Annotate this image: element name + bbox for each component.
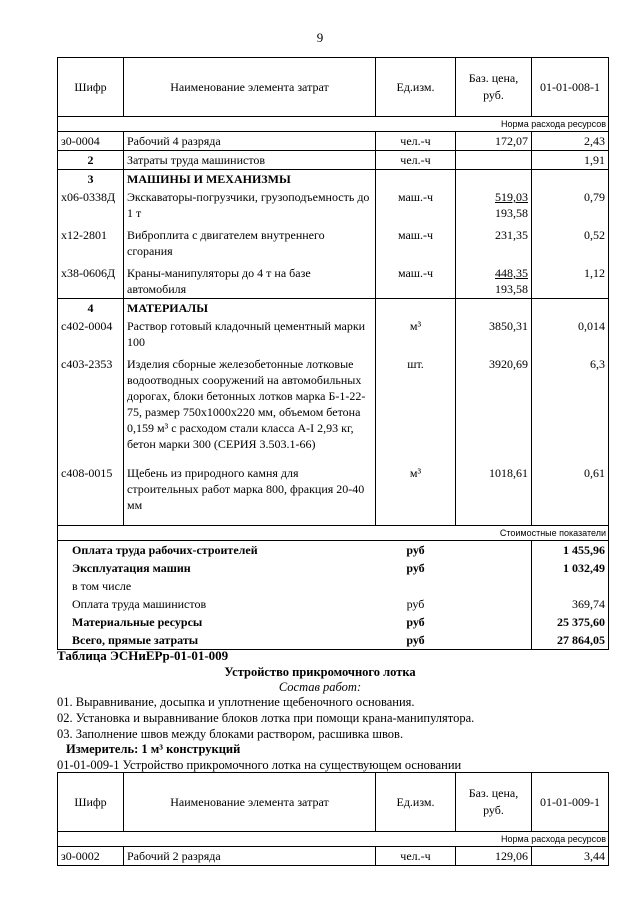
- header-name: Наименование элемента затрат: [124, 773, 376, 832]
- cost-name: Всего, прямые затраты: [58, 631, 376, 650]
- header-price: Баз. цена, руб.: [456, 58, 532, 117]
- cost-row: [58, 613, 609, 631]
- row-unit: чел.-ч: [376, 151, 456, 170]
- row-code: х38-0606Д: [58, 260, 124, 299]
- header-code: Шифр: [58, 773, 124, 832]
- page-number: 9: [316, 30, 324, 45]
- cost-name: Оплата труда машинистов: [58, 595, 376, 613]
- table-row: [58, 847, 609, 866]
- cost-row: [58, 577, 609, 595]
- row-unit: чел.-ч: [376, 847, 456, 866]
- header-norm: 01-01-009-1: [532, 773, 609, 832]
- row-unit: маш.-ч: [376, 222, 456, 260]
- table-row: [58, 222, 609, 260]
- row-unit: м³: [376, 464, 456, 526]
- norm-label: Норма расхода ресурсов: [58, 117, 609, 132]
- table-row: [58, 317, 609, 351]
- row-qty: 0,79: [532, 188, 609, 222]
- row-qty: 0,61: [532, 464, 609, 526]
- row-price: 231,35: [456, 222, 532, 260]
- row-price: 519,03: [495, 190, 528, 204]
- work-item: 02. Установка и выравнивание блоков лотка при помощи крана-манипулятора.: [57, 711, 475, 725]
- cost-name: Материальные ресурсы: [58, 613, 376, 631]
- cost-row: [58, 631, 609, 650]
- cost-value: 1 455,96: [532, 541, 609, 560]
- row-name: Экскаваторы-погрузчики, грузоподъемность до 1 т: [124, 188, 376, 222]
- cost-value: 27 864,05: [532, 631, 609, 650]
- row-unit: маш.-ч: [376, 260, 456, 299]
- row-code: з0-0002: [58, 847, 124, 866]
- row-code: с402-0004: [58, 317, 124, 351]
- row-code: 2: [58, 151, 124, 170]
- header-price: Баз. цена, руб.: [456, 773, 532, 832]
- header-norm: 01-01-008-1: [532, 58, 609, 117]
- row-name: Щебень из природного камня для строительных работ марка 800, фракция 20-40 мм: [124, 464, 376, 526]
- row-qty: 0,52: [532, 222, 609, 260]
- table-header: [58, 773, 609, 832]
- cost-unit: руб: [376, 631, 456, 650]
- cost-unit: руб: [406, 615, 425, 629]
- cost-name: Эксплуатация машин: [58, 559, 376, 577]
- row-code: с403-2353: [58, 351, 124, 464]
- row-unit: чел.-ч: [376, 132, 456, 151]
- row-code: х12-2801: [58, 222, 124, 260]
- header-unit: Ед.изм.: [376, 58, 456, 117]
- table-row: [58, 351, 609, 464]
- row-unit: м³: [376, 317, 456, 351]
- row-name: Рабочий 2 разряда: [124, 847, 376, 866]
- table-row: [58, 299, 609, 318]
- table-row: [58, 188, 609, 222]
- table-row: [58, 151, 609, 170]
- cost-unit: руб: [376, 541, 456, 560]
- cost-name: в том числе: [58, 577, 376, 595]
- row-unit: маш.-ч: [376, 188, 456, 222]
- header-name: Наименование элемента затрат: [124, 58, 376, 117]
- resource-table-2: [57, 772, 609, 866]
- cost-value: 369,74: [532, 595, 609, 613]
- row-code: 4: [58, 299, 124, 318]
- table-row: [58, 464, 609, 526]
- row-qty: 1,12: [532, 260, 609, 299]
- cost-unit: руб: [406, 597, 425, 611]
- section-subtitle: Устройство прикромочного лотка: [224, 665, 416, 679]
- cost-row: [58, 541, 609, 560]
- cost-value: 25 375,60: [532, 613, 609, 631]
- header-unit: Ед.изм.: [376, 773, 456, 832]
- row-name: Рабочий 4 разряда: [124, 132, 376, 151]
- norm-label: Норма расхода ресурсов: [58, 832, 609, 847]
- row-name: Затраты труда машинистов: [124, 151, 376, 170]
- item-description: 01-01-009-1 Устройство прикромочного лотка на существующем основании: [57, 758, 462, 772]
- row-code: з0-0004: [58, 132, 124, 151]
- row-name: Виброплита с двигателем внутреннего сгорания: [124, 222, 376, 260]
- cost-label: Стоимостные показатели: [58, 526, 609, 541]
- row-price: 1018,61: [456, 464, 532, 526]
- row-name: Раствор готовый кладочный цементный марки 100: [124, 317, 376, 351]
- row-price: 3920,69: [456, 351, 532, 464]
- row-price-sub: 193,58: [495, 282, 528, 296]
- table-row: [58, 170, 609, 189]
- work-item: 01. Выравнивание, досыпка и уплотнение щебеночного основания.: [57, 695, 415, 709]
- row-price: 172,07: [456, 132, 532, 151]
- row-qty: 2,43: [532, 132, 609, 151]
- row-qty: 0,014: [532, 317, 609, 351]
- row-code: с408-0015: [58, 464, 124, 526]
- row-name: МАТЕРИАЛЫ: [124, 299, 376, 318]
- resource-table-1: [57, 57, 609, 650]
- header-code: Шифр: [58, 58, 124, 117]
- row-qty: 1,91: [532, 151, 609, 170]
- table-row: [58, 132, 609, 151]
- row-name: Изделия сборные железобетонные лотковые водоотводных сооружений на автомобильных дорогах, блоки бетонных лотков марка Б-1-22-75, размер 750х1000х220 мм, объемом бетона 0,159 м³ с расходом стали класса А-I 2,93 кг, бетон марки 300 (СЕРИЯ 3.503.1-66): [124, 351, 376, 464]
- row-name: МАШИНЫ И МЕХАНИЗМЫ: [124, 170, 376, 189]
- cost-row: [58, 559, 609, 577]
- row-price: 448,35: [495, 266, 528, 280]
- row-qty: 3,44: [532, 847, 609, 866]
- row-code: 3: [58, 170, 124, 189]
- work-composition-title: Состав работ:: [278, 680, 362, 694]
- table-header: [58, 58, 609, 117]
- row-price: 129,06: [456, 847, 532, 866]
- row-code: х06-0338Д: [58, 188, 124, 222]
- cost-name: Оплата труда рабочих-строителей: [58, 541, 376, 560]
- row-qty: 6,3: [532, 351, 609, 464]
- row-price: 3850,31: [456, 317, 532, 351]
- section-title: Таблица ЭСНиЕРр-01-01-009: [57, 648, 229, 663]
- work-item: 03. Заполнение швов между блоками раствором, расшивка швов.: [57, 727, 404, 741]
- cost-value: 1 032,49: [532, 559, 609, 577]
- meter-line: Измеритель: 1 м³ конструкций: [66, 742, 241, 756]
- cost-unit: руб: [406, 561, 425, 575]
- table-row: [58, 260, 609, 299]
- row-price-sub: 193,58: [495, 206, 528, 220]
- cost-row: [58, 595, 609, 613]
- row-unit: шт.: [376, 351, 456, 464]
- row-name: Краны-манипуляторы до 4 т на базе автомобиля: [124, 260, 376, 299]
